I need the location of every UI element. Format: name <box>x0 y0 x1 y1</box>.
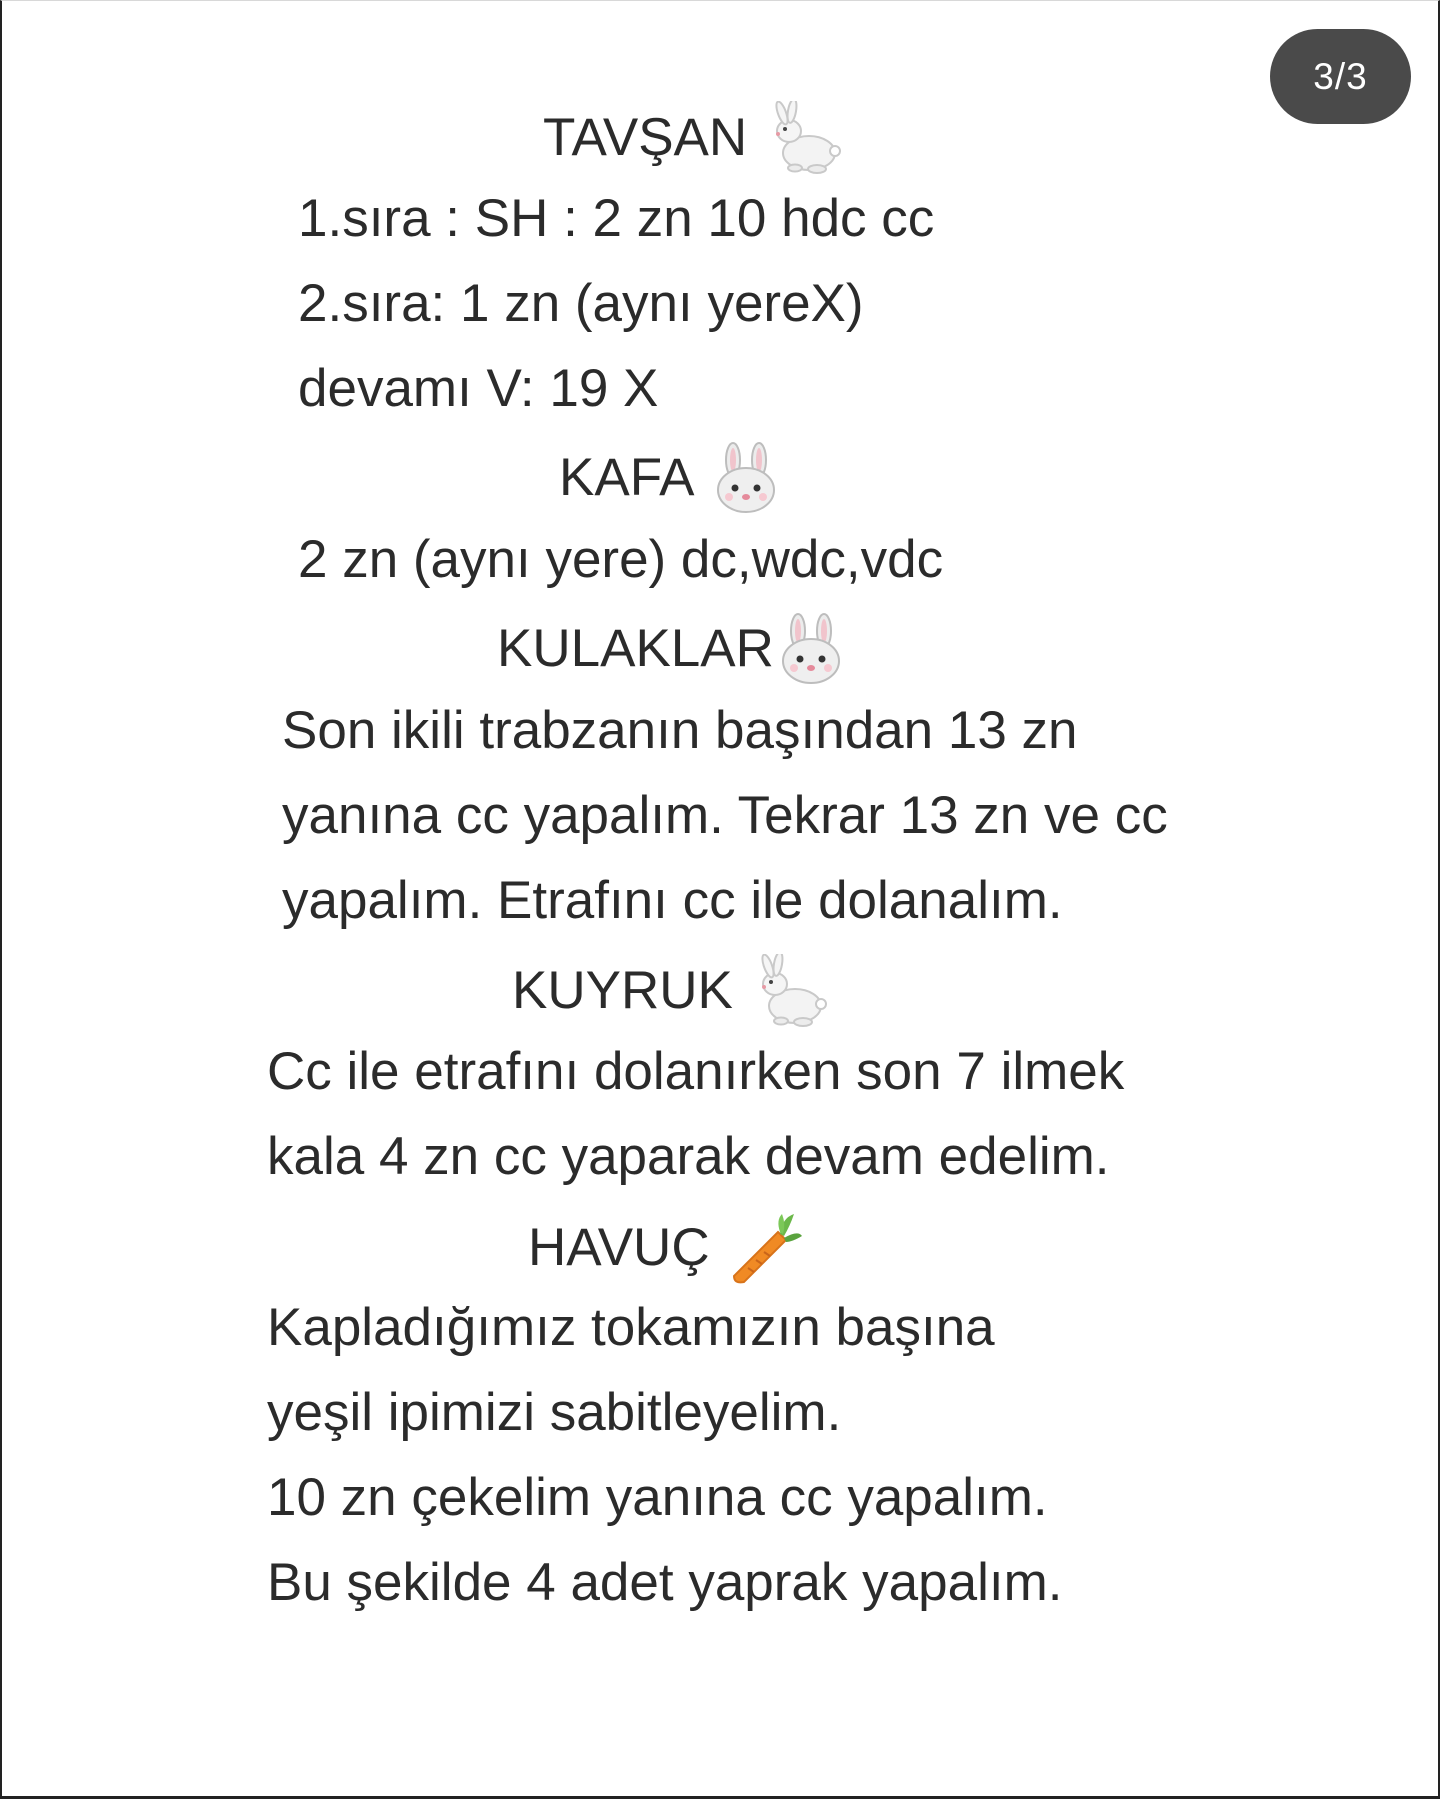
kulaklar-line-1: Son ikili trabzanın başından 13 zn <box>282 701 1078 760</box>
tavsan-line-3: devamı V: 19 X <box>298 359 659 418</box>
heading-havuc <box>528 1210 804 1286</box>
havuc-line-3: 10 zn çekelim yanına cc yapalım. <box>267 1468 1048 1527</box>
heading-tavsan-text: TAVŞAN <box>543 108 748 167</box>
page-indicator-text: 3/3 <box>1313 55 1368 97</box>
rabbit-icon <box>751 954 833 1028</box>
havuc-line-1: Kapladığımız tokamızın başına <box>267 1298 995 1357</box>
havuc-line-2: yeşil ipimizi sabitleyelim. <box>267 1383 842 1442</box>
havuc-line-4: Bu şekilde 4 adet yaprak yapalım. <box>267 1553 1063 1612</box>
heading-havuc-text: HAVUÇ <box>528 1218 710 1277</box>
heading-kulaklar-text: KULAKLAR <box>497 619 774 678</box>
rabbit-face-icon <box>713 442 779 514</box>
page-indicator-badge <box>1270 29 1411 124</box>
heading-kulaklar <box>497 613 844 685</box>
kuyruk-line-1: Cc ile etrafını dolanırken son 7 ilmek <box>267 1042 1125 1101</box>
kulaklar-line-3: yapalım. Etrafını cc ile dolanalım. <box>282 871 1063 930</box>
heading-kuyruk-text: KUYRUK <box>512 961 733 1020</box>
heading-kafa <box>559 442 779 514</box>
kulaklar-line-2: yanına cc yapalım. Tekrar 13 zn ve cc <box>282 786 1168 845</box>
rabbit-icon <box>765 101 847 175</box>
kafa-line-1: 2 zn (aynı yere) dc,wdc,vdc <box>298 530 944 589</box>
rabbit-face-icon <box>778 613 844 685</box>
tavsan-line-2: 2.sıra: 1 zn (aynı yereX) <box>298 274 864 333</box>
heading-tavsan <box>543 101 847 175</box>
heading-kafa-text: KAFA <box>559 448 695 507</box>
kuyruk-line-2: kala 4 zn cc yaparak devam edelim. <box>267 1127 1110 1186</box>
tavsan-line-1: 1.sıra : SH : 2 zn 10 hdc cc <box>298 189 935 248</box>
carrot-icon <box>728 1210 804 1286</box>
heading-kuyruk <box>512 954 833 1028</box>
